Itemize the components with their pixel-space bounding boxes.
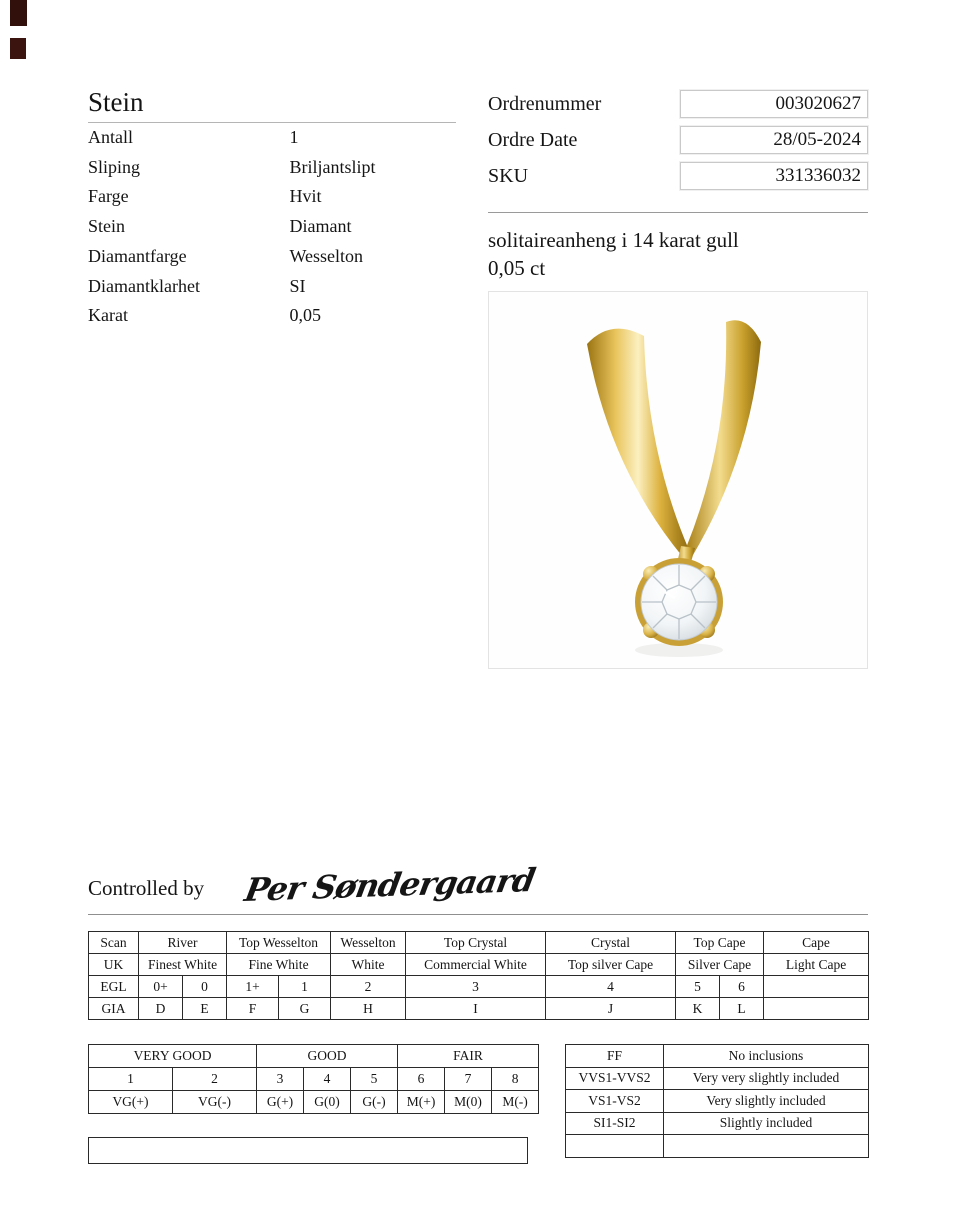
stein-section <box>88 86 456 331</box>
property-value: Hvit <box>289 186 322 207</box>
cell: H <box>331 998 406 1020</box>
cell: M(0) <box>445 1091 492 1114</box>
property-row <box>88 301 456 331</box>
cell: G(+) <box>257 1091 304 1114</box>
cell: Fine White <box>227 954 331 976</box>
cell: White <box>331 954 406 976</box>
scan-artifact <box>10 38 26 59</box>
cell: EGL <box>89 976 139 998</box>
cell: I <box>406 998 546 1020</box>
cell: 4 <box>546 976 676 998</box>
cell: Wesselton <box>331 932 406 954</box>
cell: G(-) <box>351 1091 398 1114</box>
cell: 4 <box>304 1068 351 1091</box>
cell: 2 <box>173 1068 257 1091</box>
controlled-by-row <box>88 861 868 915</box>
property-label: Antall <box>88 127 133 147</box>
cell: VVS1-VVS2 <box>566 1067 664 1090</box>
scan-artifact <box>10 0 27 26</box>
cell: River <box>139 932 227 954</box>
cell: FF <box>566 1045 664 1068</box>
order-field-label: Ordre Date <box>488 128 578 151</box>
cell: No inclusions <box>664 1045 869 1068</box>
color-grading-table <box>88 931 869 1020</box>
cell: Very slightly included <box>664 1090 869 1113</box>
cell: 1+ <box>227 976 279 998</box>
description-line: solitaireanheng i 14 karat gull <box>488 228 739 252</box>
clarity-grading-table <box>565 1044 869 1158</box>
cell: K <box>676 998 720 1020</box>
cell <box>764 998 869 1020</box>
sku-value: 331336032 <box>680 162 868 190</box>
table-row <box>89 1068 539 1091</box>
property-value: SI <box>289 275 306 296</box>
controlled-by-label: Controlled by <box>88 876 205 900</box>
property-row <box>88 123 456 153</box>
product-image <box>488 291 868 669</box>
table-row <box>89 998 869 1020</box>
table-row <box>566 1045 869 1068</box>
section-title: Stein <box>88 86 456 123</box>
property-label: Diamantfarge <box>88 245 187 266</box>
cell: 7 <box>445 1068 492 1091</box>
cell <box>566 1135 664 1158</box>
cell: G(0) <box>304 1091 351 1114</box>
cell: Very very slightly included <box>664 1067 869 1090</box>
cell: Commercial White <box>406 954 546 976</box>
property-label: Stein <box>88 216 126 237</box>
order-field <box>488 90 868 118</box>
cell: UK <box>89 954 139 976</box>
table-row <box>89 1091 539 1114</box>
table-row <box>89 932 869 954</box>
cell: L <box>720 998 764 1020</box>
table-row <box>89 1045 539 1068</box>
cell: E <box>183 998 227 1020</box>
cell: SI1-SI2 <box>566 1112 664 1135</box>
order-field-label: Ordrenummer <box>488 92 602 115</box>
property-value: Wesselton <box>289 245 364 266</box>
cell: 2 <box>331 976 406 998</box>
order-field-label: SKU <box>488 164 529 187</box>
cell <box>664 1135 869 1158</box>
property-label: Karat <box>88 305 128 326</box>
property-row <box>88 272 456 302</box>
property-label: Sliping <box>88 156 141 177</box>
cell: Crystal <box>546 932 676 954</box>
property-row <box>88 212 456 242</box>
cell: VG(-) <box>173 1091 257 1114</box>
table-row <box>89 976 869 998</box>
cell: Finest White <box>139 954 227 976</box>
property-row <box>88 242 456 272</box>
cell: 0+ <box>139 976 183 998</box>
signature: Per Søndergaard <box>241 861 538 909</box>
description-line: 0,05 ct <box>488 256 546 280</box>
cell: FAIR <box>398 1045 539 1068</box>
cell: 8 <box>492 1068 539 1091</box>
table-row <box>566 1112 869 1135</box>
cell: 1 <box>279 976 331 998</box>
cut-grading-table <box>88 1044 539 1114</box>
property-value: 1 <box>289 127 299 147</box>
table-row <box>566 1090 869 1113</box>
cell: Top Wesselton <box>227 932 331 954</box>
cell: Top silver Cape <box>546 954 676 976</box>
cell: D <box>139 998 183 1020</box>
cell: Scan <box>89 932 139 954</box>
order-date-value: 28/05-2024 <box>680 126 868 154</box>
table-row <box>566 1135 869 1158</box>
order-section <box>488 90 868 198</box>
cell: G <box>279 998 331 1020</box>
cell: Top Crystal <box>406 932 546 954</box>
cell: VERY GOOD <box>89 1045 257 1068</box>
cell: M(+) <box>398 1091 445 1114</box>
cell: 0 <box>183 976 227 998</box>
cell: 3 <box>257 1068 304 1091</box>
cell: Top Cape <box>676 932 764 954</box>
cell <box>764 976 869 998</box>
cell: Cape <box>764 932 869 954</box>
property-label: Diamantklarhet <box>88 275 200 296</box>
cell: 1 <box>89 1068 173 1091</box>
cell: M(-) <box>492 1091 539 1114</box>
cell: 6 <box>398 1068 445 1091</box>
cell: 6 <box>720 976 764 998</box>
table-row <box>89 954 869 976</box>
property-row <box>88 182 456 212</box>
cell: VG(+) <box>89 1091 173 1114</box>
cell: GOOD <box>257 1045 398 1068</box>
cell: 3 <box>406 976 546 998</box>
table-row <box>566 1067 869 1090</box>
order-field <box>488 162 868 190</box>
product-description <box>488 226 868 282</box>
pendant-illustration <box>489 292 867 668</box>
order-field <box>488 126 868 154</box>
cell: F <box>227 998 279 1020</box>
cell: VS1-VS2 <box>566 1090 664 1113</box>
property-row <box>88 153 456 183</box>
divider <box>488 212 868 213</box>
property-label: Farge <box>88 186 129 207</box>
property-value: 0,05 <box>289 305 321 326</box>
order-number-value: 003020627 <box>680 90 868 118</box>
property-value: Briljantslipt <box>289 156 376 177</box>
cell: GIA <box>89 998 139 1020</box>
cell: Slightly included <box>664 1112 869 1135</box>
cell: Silver Cape <box>676 954 764 976</box>
cell: 5 <box>676 976 720 998</box>
cell: 5 <box>351 1068 398 1091</box>
cell: J <box>546 998 676 1020</box>
cell: Light Cape <box>764 954 869 976</box>
property-value: Diamant <box>289 216 352 237</box>
notes-box <box>88 1137 528 1164</box>
